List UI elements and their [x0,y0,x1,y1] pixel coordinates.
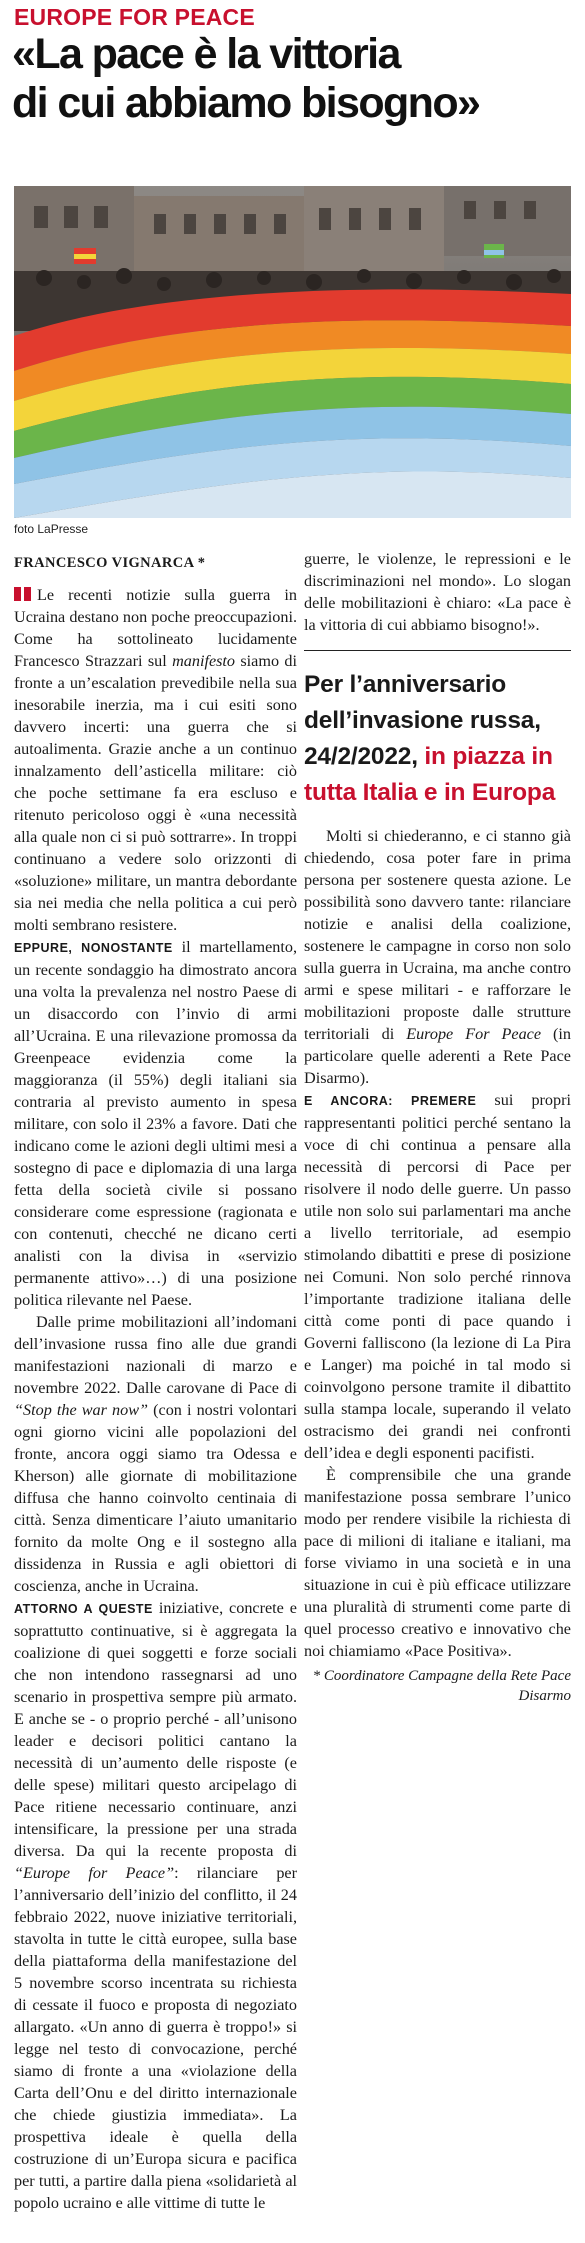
paragraph-5-text: Molti si chiederanno, e ci stanno già chiedendo, cosa poter fare in prima persona per sostenere questa azione. Le possibilità sono davvero tante: rilanciare notizie e analisi della coalizione, sostenere le campagne in corso non solo sulla guerra in Ucraina, ma anche contro armi e spese militari - e rafforzare le mobilitazioni proposte dalle strutture territoriali di [304,827,571,1043]
lead-square-icon [14,587,21,601]
author-signature: * Coordinatore Campagne della Rete Pace Disarmo [312,1668,571,1704]
headline [12,30,572,128]
paragraph-4 [14,1597,297,2214]
coalition-name: Europe For Peace [406,1025,542,1043]
paragraph-2 [14,936,297,1311]
paragraph-2-text: il martellamento, un recente sondaggio ha dimostrato ancora una volta la prevalenza nel nostro Paese di un disaccordo con l’invio di armi all’Ucraina. E una rilevazione promossa da Greenpeace evidenzia come la maggioranza (il 55%) degli italiani sia contraria al previsto aumento in spesa militare, con solo il 23% a favore. Dati che indicano come le azioni degli ultimi mesi a sostegno di pace e diplomazia di una larga fetta della società civile si possano considerare come espressione (ragionata e con contenuti, checché ne dicano certi analisti con la divisa in «servizio permanente attivo»…) di una posizione politica rilevante nel Paese. [14,938,298,1309]
proposal-name: “Europe for Peace” [14,1864,175,1882]
paragraph-3 [14,1311,297,1597]
rainbow-flag-photo [14,186,571,518]
paragraph-4-continued: guerre, le violenze, le repressioni e le discriminazioni nel mondo». Lo slogan delle mobilitazioni è chiaro: «La pace è la vittoria di cui abbiamo bisogno!». [304,550,571,634]
paragraph-1-text: Le recenti notizie sulla guerra in Ucraina destano non poche preoccupazioni. Come ha sottolineato lucidamente Francesco Strazzari sul [14,586,297,670]
newspaper-name: manifesto [172,652,236,670]
paragraph-6 [304,1089,571,1464]
paragraph-6-text: sui propri rappresentanti politici perché sentano la voce di chi continua a pensare alla necessità di percorsi di Pace per risolvere il nodo delle guerre. Un passo utile non solo sui parlamentari ma anche a livello territoriale, ad esempio stimolando dibattiti e prese di posizione nei Comuni. Non solo perché rinnova l’importante tradizione italiana delle città come ponti di pace quando i Governi falliscono (la lezione di La Pira e Langer) ma poiché in tal modo si coinvolgono persone tramite il dibattito sulla stampa locale, superando il velato ostracismo dei grandi nei confronti dell’idea e degli esponenti pacifisti. [304,1091,571,1462]
section-kicker: EUROPE FOR PEACE [14,4,255,30]
byline: FRANCESCO VIGNARCA * [14,555,206,571]
headline-line-2: di cui abbiamo bisogno» [12,79,480,127]
subheading [304,667,571,811]
subheading-black: Per l’anniversario dell’invasione russa, 24/2/2022, [304,671,541,770]
paragraph-7: È comprensibile che una grande manifestazione possa sembrare l’unico modo per rendere visibile la richiesta di pace di milioni di italiane e italiani, ma forse viviamo in una società e in una situazione in cui è più efficace utilizzare una pluralità di strumenti come parte di quel processo creativo e innovativo che noi chiamiamo «Pace Positiva». [304,1466,571,1660]
campaign-name: “Stop the war now” [14,1401,149,1419]
lead-in-e-ancora: E ANCORA: PREMERE [304,1094,477,1108]
article-column-left [14,548,297,2214]
paragraph-5-rest: (in particolare quelle aderenti a Rete Pace Disarmo). [304,1025,571,1087]
photo-illustration [14,186,571,518]
headline-line-1: «La pace è la vittoria [12,30,400,78]
paragraph-4-text: iniziative, concrete e soprattutto continuative, si è aggregata la coalizione di quei soggetti e forze sociali che non intendono rassegnarsi ad uno scenario in prospettiva sempre più armato. E anche se - o proprio perché - all’unisono leader e decisori politici cantano la necessità di un’aumento delle risposte (e delle spese) militari questo arcipelago di Pace ritiene necessario continuare, anzi intensificare, la pressione per una strada diversa. Da qui la recente proposta di [14,1599,297,1860]
photo-credit: foto LaPresse [14,522,89,536]
paragraph-5 [304,825,571,1089]
paragraph-1-rest: siamo di fronte a un’escalation prevedibile nella sua inesorabile inerzia, ma i cui esiti sono davvero incerti: una guerra che si autoalimenta. Grazie anche a un continuo innalzamento dell’asticella militare: ciò che poche settimane fa era escluso e ritenuto pericoloso oggi è «una necessità alla quale non ci si può sottrarre». In troppi continuano a vedere solo orizzonti di «soluzione» militare, un mantra debordante sia nei media che nella politica a cui però molti sembrano resistere. [14,652,297,934]
lead-in-attorno: ATTORNO A QUESTE [14,1602,153,1616]
lead-in-eppure: EPPURE, NONOSTANTE [14,941,173,955]
paragraph-4-rest: : rilanciare per l’anniversario dell’inizio del conflitto, il 24 febbraio 2022, nuove iniziative territoriali, stavolta in tutte le città europee, sulla base della piattaforma della manifestazione del 5 novembre scorso incentrata su richiesta di cessate il fuoco e proposta di negoziato allargato. «Un anno di guerra è troppo!» si legge nel testo di convocazione, perché siamo di fronte a una «violazione della Carta dell’Onu e del diritto internazionale che chiede giustizia immediata». La prospettiva ideale è quella della costruzione di un’Europa sicura e pacifica per tutti, a partire dalla piena «solidarietà al popolo ucraino e alle vittime di tutte le [14,1864,297,2212]
divider [304,650,571,651]
paragraph-3-rest: (con i nostri volontari ogni giorno vicini alle popolazioni del fronte, ancora oggi siamo tra Odessa e Kherson) alle giornate di mobilitazione diffusa che hanno coinvolto centinaia di città. Senza dimenticare l’aiuto umanitario fornito da molte Ong e il sostegno alla dissidenza in Russia e agli obiettori di coscienza, anche in Ucraina. [14,1401,297,1595]
paragraph-3-text: Dalle prime mobilitazioni all’indomani dell’invasione russa fino alle due grandi manifestazioni nazionali di marzo e novembre 2022. Dalle carovane di Pace di [14,1313,297,1397]
paragraph-1 [14,584,297,936]
subheading-red: in piazza in tutta Italia e in Europa [304,743,556,806]
lead-square-icon [24,587,31,601]
article-column-right [304,548,571,1706]
